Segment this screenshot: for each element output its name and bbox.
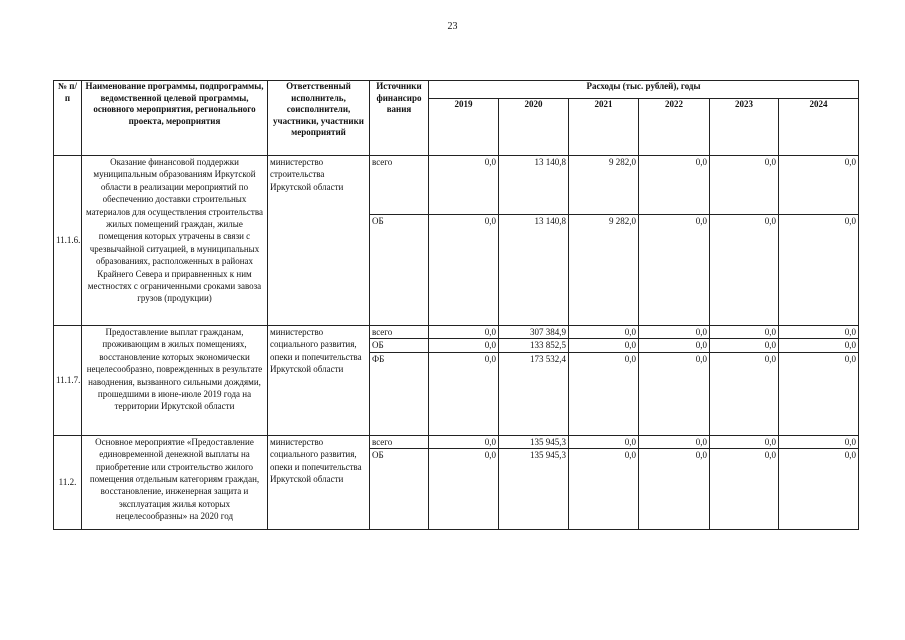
table-header xyxy=(54,81,859,156)
row-responsible: министерство строительства Иркутской области xyxy=(268,156,370,326)
value-cell: 0,0 xyxy=(639,449,710,530)
value-cell: 0,0 xyxy=(710,339,779,352)
value-cell: 0,0 xyxy=(779,352,859,435)
row-responsible: министерство социального развития, опеки и попечительства Иркутской области xyxy=(268,435,370,529)
header-responsible: Ответственный исполнитель, соисполнители, участники, участники мероприятий xyxy=(268,81,370,156)
value-cell: 0,0 xyxy=(429,215,499,326)
value-cell: 0,0 xyxy=(779,449,859,530)
value-cell: 0,0 xyxy=(779,326,859,339)
value-cell: 307 384,9 xyxy=(499,326,569,339)
header-expenses: Расходы (тыс. рублей), годы xyxy=(429,81,859,99)
financing-source: ФБ xyxy=(370,352,429,435)
value-cell: 0,0 xyxy=(429,449,499,530)
financing-source: ОБ xyxy=(370,339,429,352)
value-cell: 0,0 xyxy=(429,435,499,448)
row-name: Оказание финансовой поддержки муниципальным образованиям Иркутской области в реализации мероприятий по обеспечению доставки строительных материалов для осуществления строительства жилых помещений граждан, жилые помещения которых утрачены в связи с чрезвычайной ситуацией, в муниципальных образованиях, расположенных в районах Крайнего Севера и приравненных к ним местностях с ограниченными сроками завоза грузов (продукции) xyxy=(82,156,268,326)
header-year: 2021 xyxy=(569,99,639,156)
table-row xyxy=(54,435,859,448)
value-cell: 0,0 xyxy=(639,352,710,435)
financing-source: всего xyxy=(370,326,429,339)
value-cell: 0,0 xyxy=(569,339,639,352)
value-cell: 9 282,0 xyxy=(569,156,639,215)
value-cell: 0,0 xyxy=(710,435,779,448)
value-cell: 0,0 xyxy=(779,339,859,352)
value-cell: 0,0 xyxy=(779,215,859,326)
value-cell: 0,0 xyxy=(569,449,639,530)
value-cell: 0,0 xyxy=(639,215,710,326)
header-year: 2023 xyxy=(710,99,779,156)
row-name: Основное мероприятие «Предоставление единовременной денежной выплаты на приобретение или строительство жилого помещения отдельным категориям граждан, восстановление, инженерная защита и эксплуатация жилья которых нецелесообразны» на 2020 год xyxy=(82,435,268,529)
header-year: 2024 xyxy=(779,99,859,156)
financing-source: ОБ xyxy=(370,215,429,326)
row-number: 11.1.7. xyxy=(54,326,82,436)
value-cell: 13 140,8 xyxy=(499,156,569,215)
row-number: 11.2. xyxy=(54,435,82,529)
value-cell: 0,0 xyxy=(639,156,710,215)
header-num: № п/п xyxy=(54,81,82,156)
value-cell: 0,0 xyxy=(639,435,710,448)
value-cell: 0,0 xyxy=(779,435,859,448)
financing-source: всего xyxy=(370,435,429,448)
financing-source: всего xyxy=(370,156,429,215)
value-cell: 0,0 xyxy=(569,435,639,448)
value-cell: 0,0 xyxy=(429,156,499,215)
page-number: 23 xyxy=(447,21,458,32)
value-cell: 0,0 xyxy=(429,326,499,339)
header-sources: Источники финансиро вания xyxy=(370,81,429,156)
value-cell: 0,0 xyxy=(710,215,779,326)
value-cell: 0,0 xyxy=(710,326,779,339)
value-cell: 9 282,0 xyxy=(569,215,639,326)
value-cell: 0,0 xyxy=(429,339,499,352)
header-year: 2020 xyxy=(499,99,569,156)
value-cell: 0,0 xyxy=(429,352,499,435)
value-cell: 0,0 xyxy=(710,449,779,530)
table-body xyxy=(54,156,859,530)
value-cell: 0,0 xyxy=(779,156,859,215)
financing-source: ОБ xyxy=(370,449,429,530)
value-cell: 13 140,8 xyxy=(499,215,569,326)
value-cell: 173 532,4 xyxy=(499,352,569,435)
table-row xyxy=(54,156,859,215)
value-cell: 0,0 xyxy=(710,352,779,435)
row-number: 11.1.6. xyxy=(54,156,82,326)
value-cell: 133 852,5 xyxy=(499,339,569,352)
table-row xyxy=(54,326,859,339)
header-year: 2022 xyxy=(639,99,710,156)
row-name: Предоставление выплат гражданам, проживающим в жилых помещениях, восстановление которых экономически нецелесообразно, поврежденных в результате наводнения, вызванного сильными дождями, прошедшими в июне-июле 2019 года на территории Иркутской области xyxy=(82,326,268,436)
value-cell: 135 945,3 xyxy=(499,449,569,530)
value-cell: 0,0 xyxy=(569,352,639,435)
value-cell: 0,0 xyxy=(569,326,639,339)
header-year: 2019 xyxy=(429,99,499,156)
header-name: Наименование программы, подпрограммы, ведомственной целевой программы, основного мероприятия, регионального проекта, мероприятия xyxy=(82,81,268,156)
value-cell: 135 945,3 xyxy=(499,435,569,448)
value-cell: 0,0 xyxy=(639,339,710,352)
row-responsible: министерство социального развития, опеки и попечительства Иркутской области xyxy=(268,326,370,436)
value-cell: 0,0 xyxy=(639,326,710,339)
budget-table xyxy=(53,80,859,530)
value-cell: 0,0 xyxy=(710,156,779,215)
